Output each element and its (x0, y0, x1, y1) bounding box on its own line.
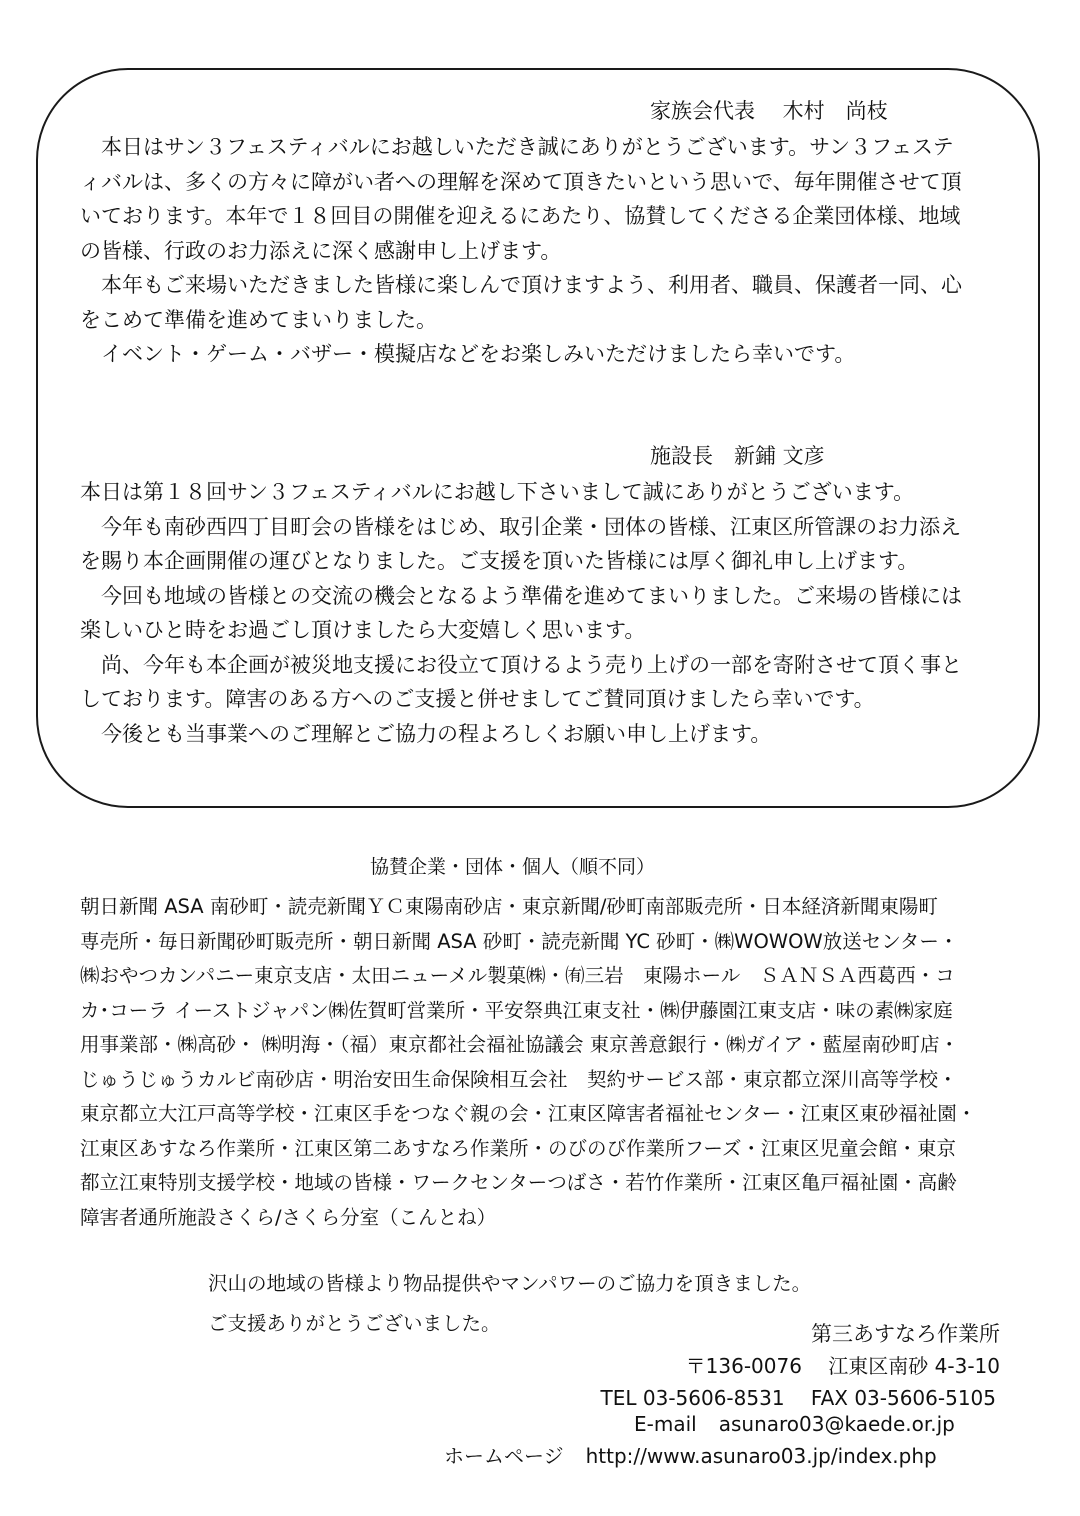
homepage-url[interactable]: http://www.asunaro03.jp/index.php (585, 1444, 937, 1468)
email-address[interactable]: asunaro03@kaede.or.jp (718, 1412, 955, 1436)
sponsor-line: 江東区あすなろ作業所・江東区第二あすなろ作業所・のびのび作業所フーズ・江東区児童会館・東京 (80, 1136, 956, 1160)
message-line: 楽しいひと時をお過ごし頂けましたら大変嬉しく思います。 (80, 618, 646, 642)
sponsor-list (80, 890, 1020, 1235)
message-line: イベント・ゲーム・バザー・模擬店などをお楽しみいただけましたら幸いです。 (80, 342, 856, 366)
message-line: の皆様、行政のお力添えに深く感謝申し上げます。 (80, 238, 562, 263)
phone-fax: TEL 03-5606-8531 FAX 03-5606-5105 (600, 1386, 996, 1410)
message-line: 今年も南砂西四丁目町会の皆様をはじめ、取引企業・団体の皆様、江東区所管課のお力添え (80, 514, 962, 539)
thanks-line: ご支援ありがとうございました。 (208, 1312, 501, 1335)
message-line: 本日は第１８回サン３フェスティバルにお越し下さいまして誠にありがとうございます。 (80, 480, 915, 504)
message-line: 今後とも当事業へのご理解とご協力の程よろしくお願い申し上げます。 (80, 721, 772, 746)
message-line: 本年もご来場いただきました皆様に楽しんで頂けますよう、利用者、職員、保護者一同、心 (80, 273, 962, 297)
sponsor-line: ㈱おやつカンパニー東京支店・太田ニューメル製菓㈱・㈲三岩 東陽ホール ＳＡＮＳＡ西葛西・コ (80, 964, 955, 987)
sponsor-line: 東京都立大江戸高等学校・江東区手をつなぐ親の会・江東区障害者福祉センター・江東区東砂福祉園・ (80, 1102, 977, 1125)
message-line: 今回も地域の皆様との交流の機会となるよう準備を進めてまいりました。ご来場の皆様には (80, 583, 962, 608)
homepage-line (444, 1440, 937, 1469)
sponsor-line: 用事業部・㈱高砂・ ㈱明海・（福）東京都社会福祉協議会 東京善意銀行・㈱ガイア・藍屋南砂町店・ (80, 1033, 959, 1056)
postal-address: 〒136-0076 江東区南砂 4-3-10 (685, 1354, 1000, 1378)
sponsor-line: 朝日新聞 ASA 南砂町・読売新聞ＹＣ東陽南砂店・東京新聞/砂町南部販売所・日本経済新聞東陽町 (80, 895, 938, 918)
message-line: いております。本年で１８回目の開催を迎えるにあたり、協賛してくださる企業団体様、地域 (80, 204, 961, 228)
family-representative-message (80, 130, 1020, 372)
director-message (80, 475, 1020, 751)
sponsor-line: 障害者通所施設さくら/さくら分室（こんとね） (80, 1205, 497, 1229)
thanks-line: 沢山の地域の皆様より物品提供やマンパワーのご協力を頂きました。 (208, 1272, 812, 1295)
message-line: を賜り本企画開催の運びとなりました。ご支援を頂いた皆様には厚く御礼申し上げます。 (80, 549, 919, 573)
director-signature: 施設長 新鋪 文彦 (650, 444, 825, 468)
family-representative-signature: 家族会代表 木村 尚枝 (650, 99, 888, 123)
email-line (634, 1412, 955, 1436)
sponsors-title: 協賛企業・団体・個人（順不同） (370, 856, 656, 878)
message-line: 尚、今年も本企画が被災地支援にお役立て頂けるよう売り上げの一部を寄附させて頂く事と (80, 652, 962, 677)
email-label: E-mail (634, 1412, 697, 1436)
sponsor-line: 都立江東特別支援学校・地域の皆様・ワークセンターつばさ・若竹作業所・江東区亀戸福祉園・高齢 (80, 1171, 957, 1194)
message-line: しております。障害のある方へのご支援と併せましてご賛同頂けましたら幸いです。 (80, 687, 875, 711)
organization-name: 第三あすなろ作業所 (811, 1322, 1000, 1346)
sponsor-line: 専売所・毎日新聞砂町販売所・朝日新聞 ASA 砂町・読売新聞 YC 砂町・㈱WOWOW放送センター・ (80, 929, 959, 953)
sponsor-line: カ･コーラ イーストジャパン㈱佐賀町営業所・平安祭典江東支社・㈱伊藤園江東支店・味の素㈱家庭 (80, 998, 953, 1022)
message-line: をこめて準備を進めてまいりました。 (80, 307, 437, 332)
sponsor-line: じゅうじゅうカルビ南砂店・明治安田生命保険相互会社 契約サービス部・東京都立深川高等学校・ (80, 1067, 958, 1091)
message-line: ィバルは、多くの方々に障がい者への理解を深めて頂きたいという思いで、毎年開催させて頂 (80, 169, 962, 194)
homepage-label: ホームページ (444, 1444, 564, 1468)
message-line: 本日はサン３フェスティバルにお越しいただき誠にありがとうございます。サン３フェステ (80, 135, 954, 159)
